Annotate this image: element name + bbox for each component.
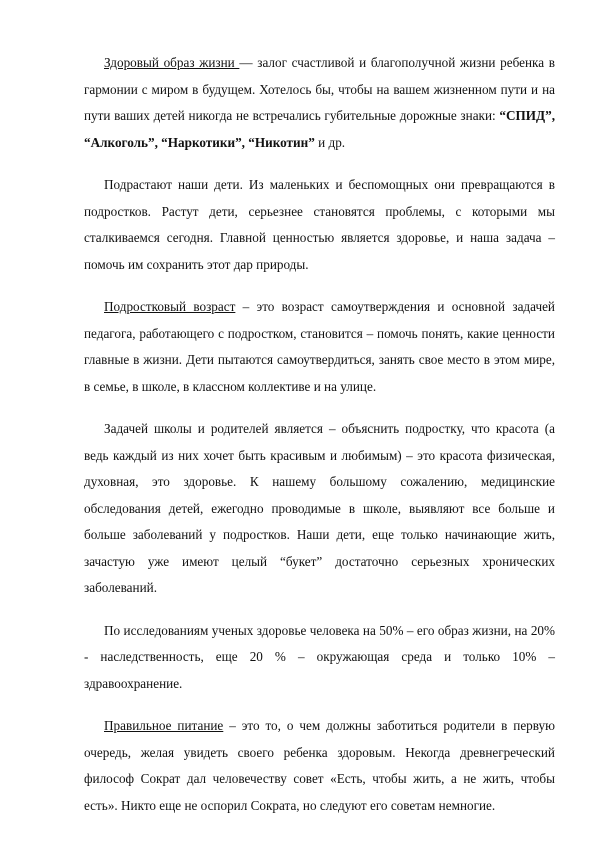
paragraph-teen-age [84,294,555,400]
paragraph-proper-nutrition [84,713,555,819]
paragraph-school-task [84,416,555,602]
paragraph-text: — залог счастливой и благополучной жизни ребенка в гармонии с миром в будущем. Хотелось бы, чтобы на вашем жизненном пути и на пути ваших детей никогда не встречались губительные дорожные знаки: [84,55,555,123]
paragraph-text: Задачей школы и родителей является – объяснить подростку, что красота (а ведь каждый из них хочет быть красивым и любимым) – это красота физическая, духовная, это здоровье. К нашему большому сожалению, медицинские обследования детей, ежегодно проводимые в школе, выявляют все больше и больше заболеваний у подростков. Наши дети, еще только начинающие жить, зачастую уже имеют целый “букет” достаточно серьезных хронических заболеваний. [84,421,555,595]
term-proper-nutrition: Правильное питание [104,718,224,733]
paragraph-text: По исследованиям ученых здоровье человека на 50% – его образ жизни, на 20% - наследственность, еще 20 % – окружающая среда и только 10% – здравоохранение. [84,622,555,691]
warning-signs-list: “СПИД”, “Алкоголь”, “Наркотики”, “Никотин” [84,108,555,150]
term-healthy-lifestyle: Здоровый образ жизни [104,55,240,70]
paragraph-health-research [84,618,555,698]
paragraph-text: Подрастают наши дети. Из маленьких и беспомощных они превращаются в подростков. Растут дети, серьезнее становятся проблемы, с которыми мы сталкиваемся сегодня. Главной ценностью является здоровье, и наша задача – помочь им сохранить этот дар природы. [84,177,555,272]
paragraph-text: – это то, о чем должны заботиться родители в первую очередь, желая увидеть своего ребенка здоровым. Некогда древнегреческий философ Сократ дал человечеству совет «Есть, чтобы жить, а не жить, чтобы есть». Никто еще не оспорил Сократа, но следуют его советам немногие. [84,718,555,813]
paragraph-text: – это возраст самоутверждения и основной задачей педагога, работающего с подростком, становится – помочь понять, какие ценности главные в жизни. Дети пытаются самоутвердиться, занять свое место в этом мире, в семье, в школе, в классном коллективе и на улице. [84,299,555,394]
paragraph-tail: и др. [314,134,346,150]
paragraph-children-growing [84,172,555,278]
paragraph-healthy-lifestyle [84,50,555,156]
term-teen-age: Подростковый возраст [104,299,236,314]
